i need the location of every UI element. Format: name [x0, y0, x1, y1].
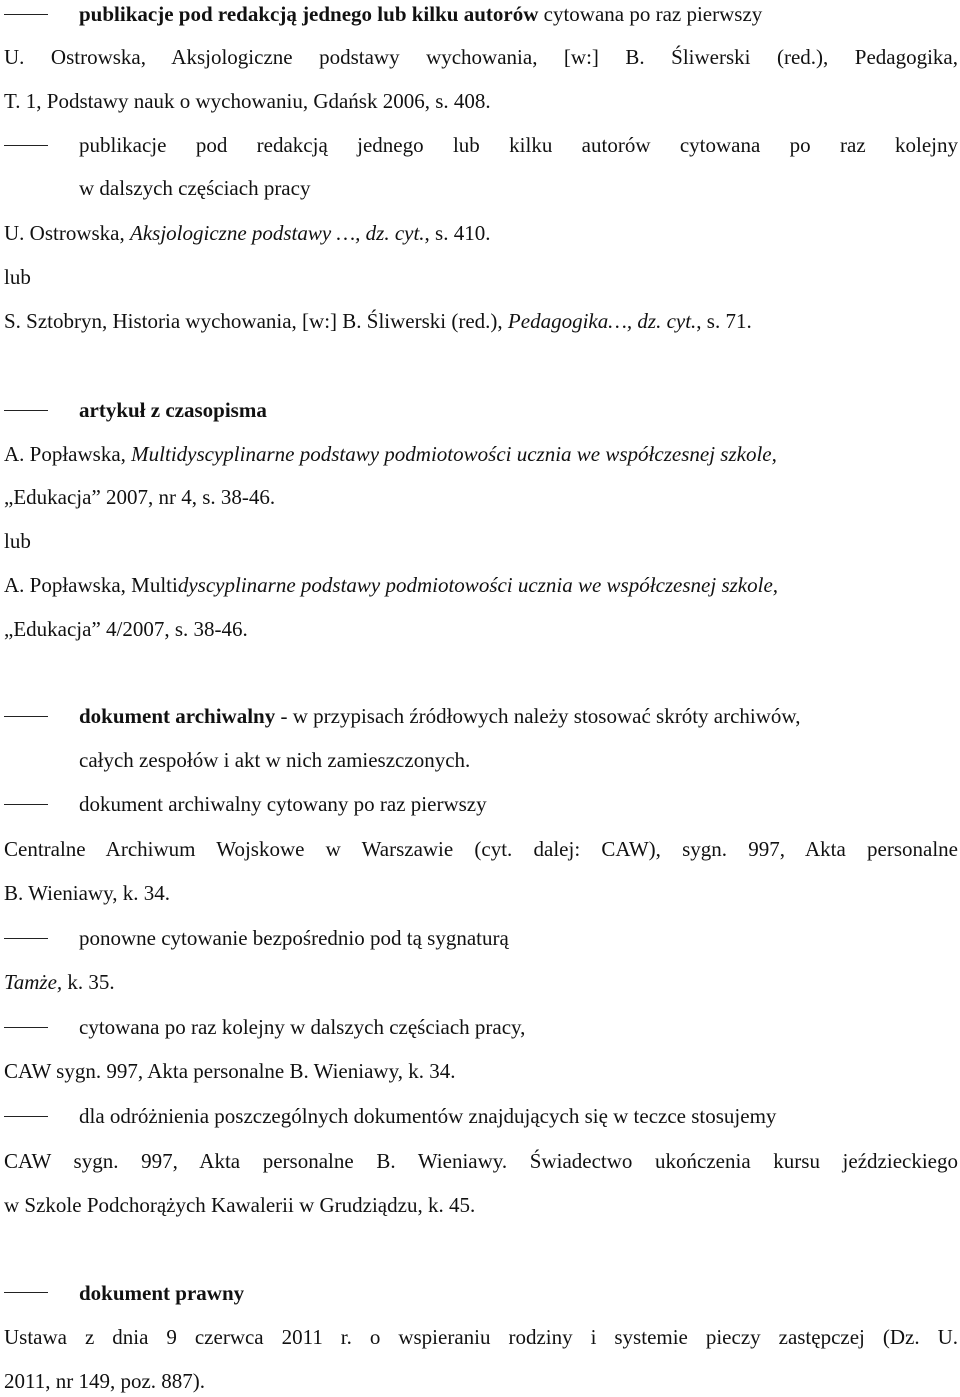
- citation-line: „Edukacja” 2007, nr 4, s. 38-46.: [4, 485, 276, 509]
- citation-line: T. 1, Podstawy nauk o wychowaniu, Gdańsk 2006, s. 408.: [4, 89, 491, 113]
- heading-archive-repeat: ponowne cytowanie bezpośrednio pod tą sygnaturą: [79, 926, 509, 950]
- citation-line: S. Sztobryn, Historia wychowania, [w:] B. Śliwerski (red.), Pedagogika…, dz. cyt., s. 71.: [4, 309, 752, 333]
- dash-bullet: [4, 716, 48, 717]
- dash-bullet: [4, 1027, 48, 1028]
- heading-edited-first: publikacje pod redakcją jednego lub kilku autorów cytowana po raz pierwszy: [79, 2, 763, 26]
- dash-bullet: [4, 410, 48, 411]
- heading-article: artykuł z czasopisma: [79, 398, 267, 422]
- heading-archive: dokument archiwalny - w przypisach źródłowych należy stosować skróty archiwów,: [79, 704, 801, 728]
- citation-line: U. Ostrowska, Aksjologiczne podstawy wychowania, [w:] B. Śliwerski (red.), Pedagogika,: [4, 45, 958, 69]
- heading-archive-distinguish: dla odróżnienia poszczególnych dokumentów znajdujących się w teczce stosujemy: [79, 1104, 777, 1128]
- heading-edited-next: publikacje pod redakcją jednego lub kilku autorów cytowana po raz kolejny: [79, 133, 958, 157]
- heading-archive-cont: całych zespołów i akt w nich zamieszczonych.: [79, 748, 471, 772]
- citation-line: CAW sygn. 997, Akta personalne B. Wieniawy. Świadectwo ukończenia kursu jeździeckiego: [4, 1149, 958, 1173]
- citation-line: Ustawa z dnia 9 czerwca 2011 r. o wspieraniu rodziny i systemie pieczy zastępczej (Dz. U.: [4, 1325, 958, 1349]
- citation-line: A. Popławska, Multidyscyplinarne podstawy podmiotowości ucznia we współczesnej szkole,: [4, 442, 777, 466]
- heading-legal: dokument prawny: [79, 1281, 245, 1305]
- connector-lub: lub: [4, 529, 31, 553]
- heading-archive-next: cytowana po raz kolejny w dalszych częściach pracy,: [79, 1015, 526, 1039]
- citation-line: CAW sygn. 997, Akta personalne B. Wieniawy, k. 34.: [4, 1059, 456, 1083]
- dash-bullet: [4, 1116, 48, 1117]
- dash-bullet: [4, 14, 48, 15]
- citation-line: U. Ostrowska, Aksjologiczne podstawy …, dz. cyt., s. 410.: [4, 221, 491, 245]
- dash-bullet: [4, 145, 48, 146]
- citation-line: 2011, nr 149, poz. 887).: [4, 1369, 206, 1393]
- citation-line: w Szkole Podchorążych Kawalerii w Grudziądzu, k. 45.: [4, 1193, 476, 1217]
- heading-edited-next-cont: w dalszych częściach pracy: [79, 176, 311, 200]
- citation-line: B. Wieniawy, k. 34.: [4, 881, 170, 905]
- dash-bullet: [4, 938, 48, 939]
- citation-line: Tamże, k. 35.: [4, 970, 115, 994]
- connector-lub: lub: [4, 265, 31, 289]
- heading-archive-first: dokument archiwalny cytowany po raz pierwszy: [79, 792, 487, 816]
- dash-bullet: [4, 804, 48, 805]
- citation-line: A. Popławska, Multidyscyplinarne podstawy podmiotowości ucznia we współczesnej szkole,: [4, 573, 779, 597]
- citation-line: Centralne Archiwum Wojskowe w Warszawie (cyt. dalej: CAW), sygn. 997, Akta personalne: [4, 837, 958, 861]
- citation-line: „Edukacja” 4/2007, s. 38-46.: [4, 617, 248, 641]
- dash-bullet: [4, 1292, 48, 1293]
